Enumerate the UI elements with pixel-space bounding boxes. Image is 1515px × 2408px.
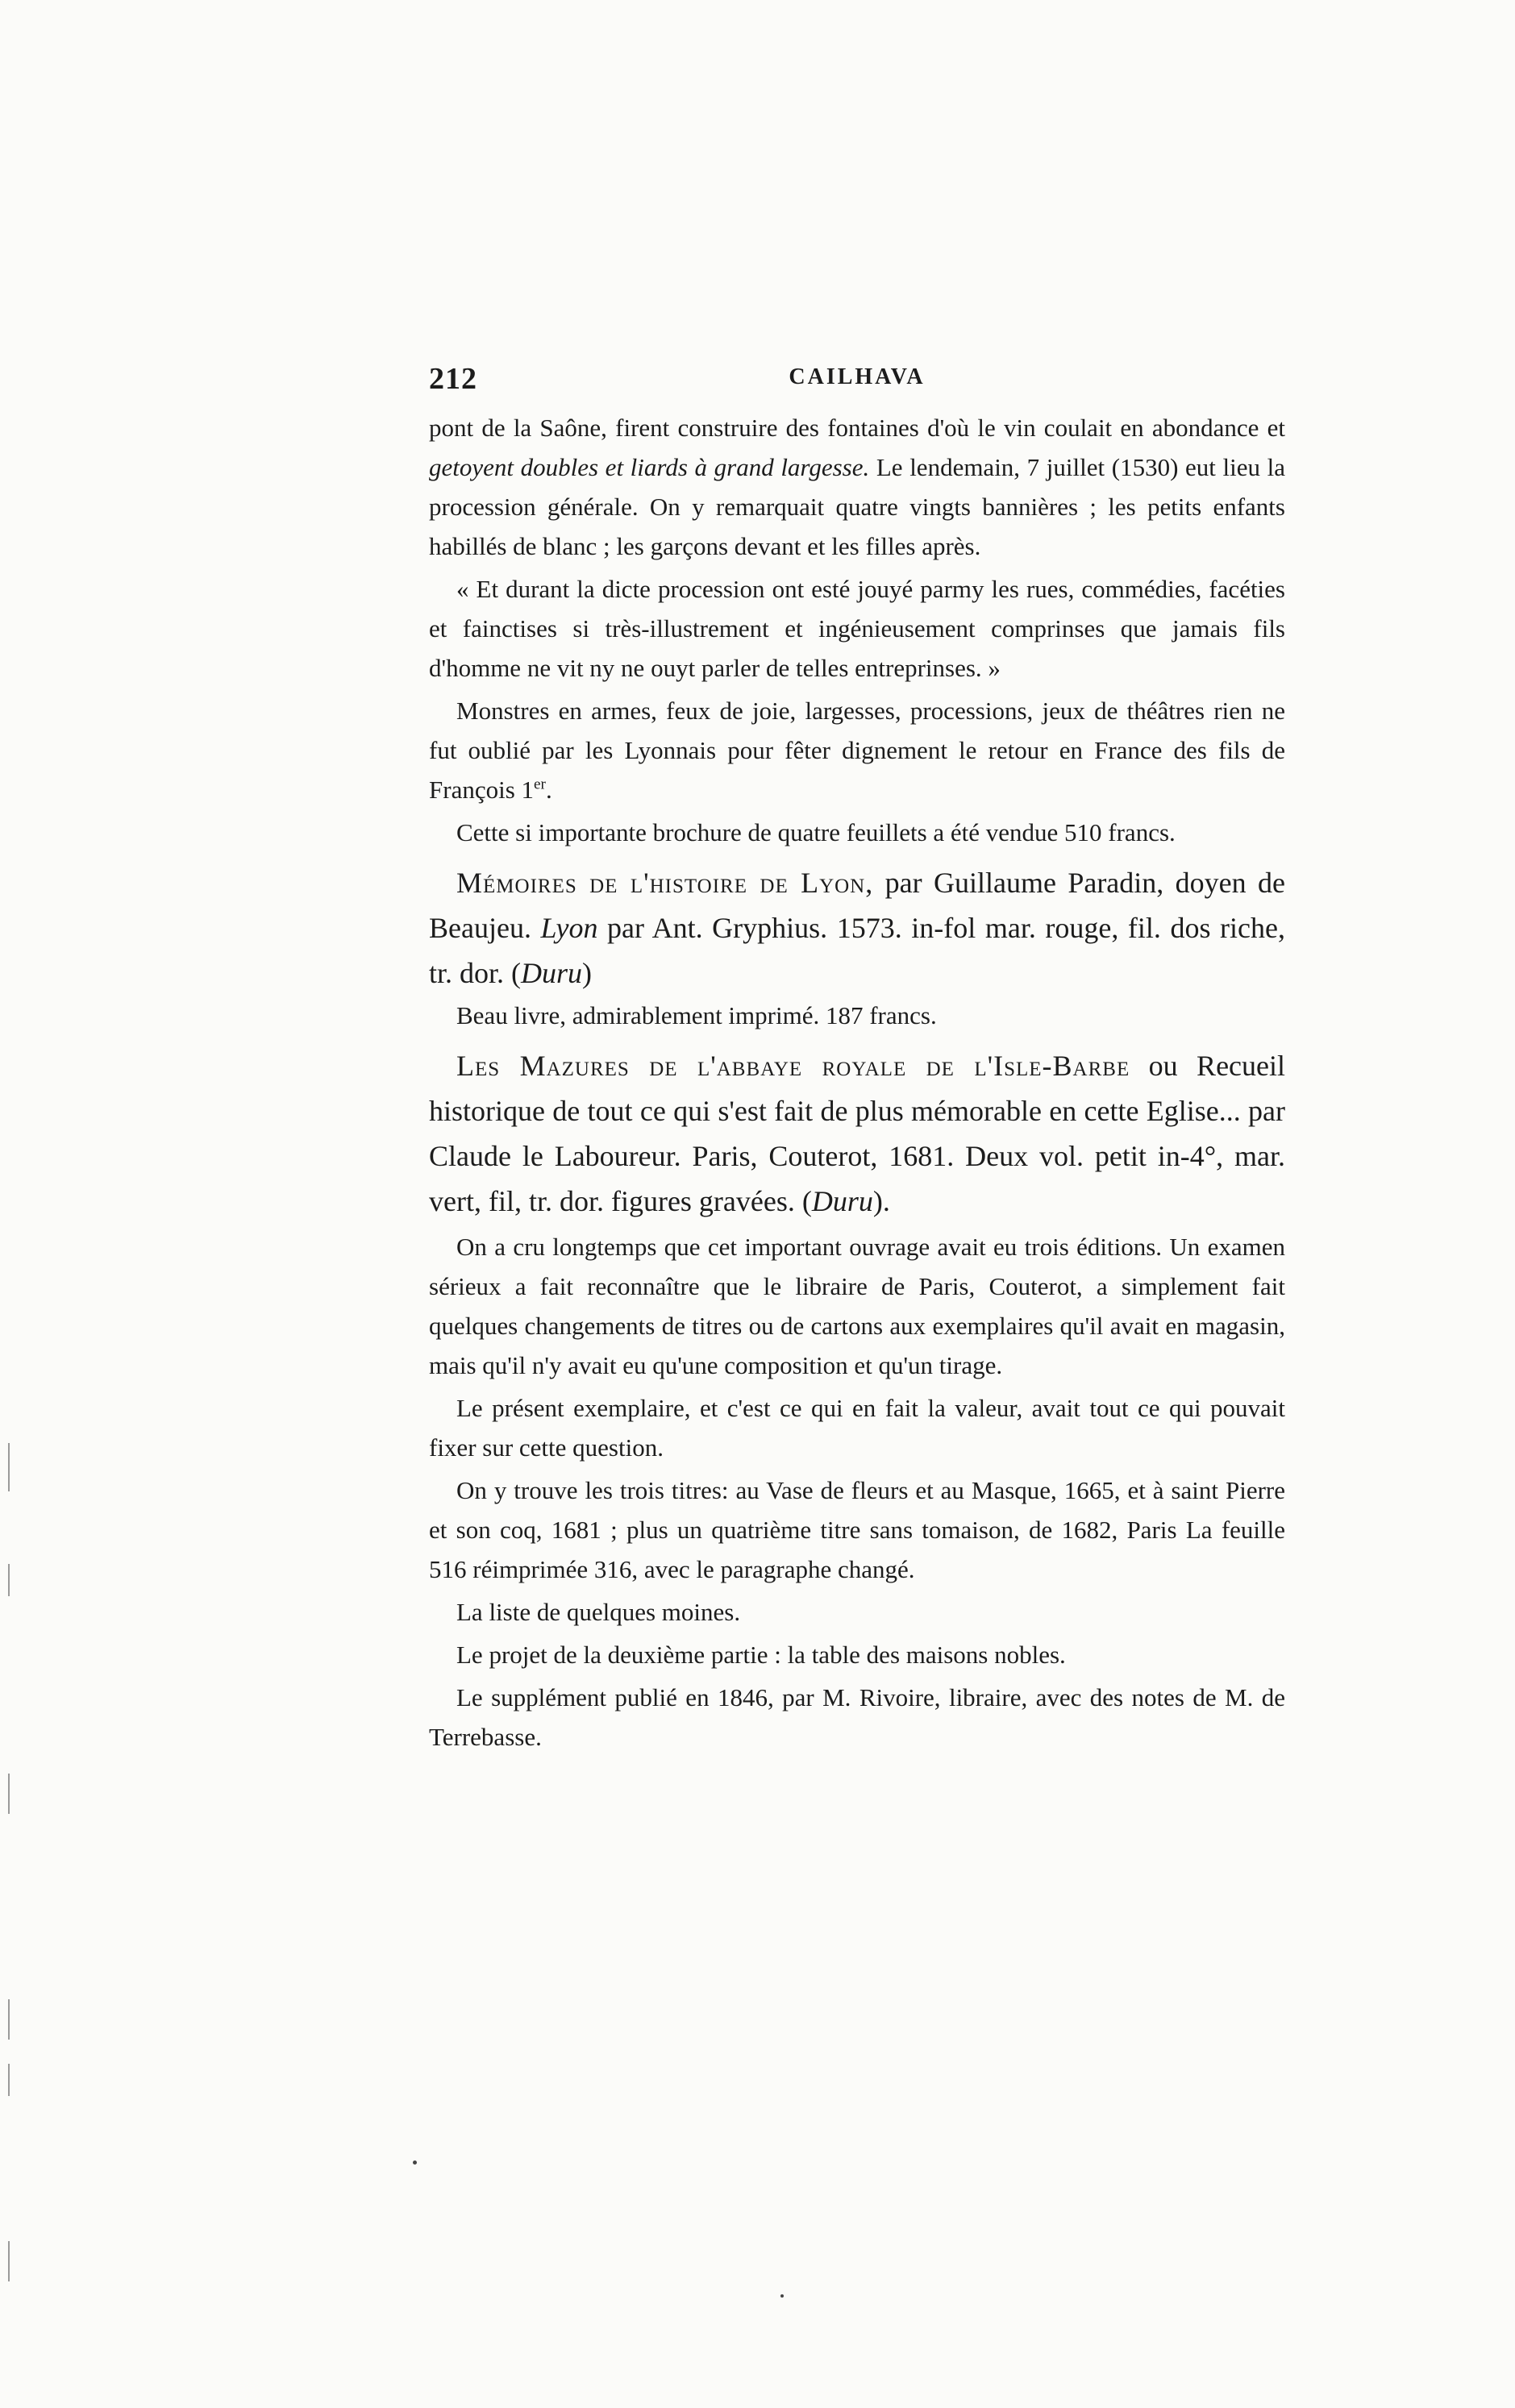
scan-speck bbox=[413, 2161, 417, 2165]
scan-speck bbox=[780, 2294, 784, 2298]
running-head: CAILHAVA bbox=[789, 364, 926, 389]
catalog-entry-mazures: Les Mazures de l'abbaye royale de l'Isle-Barbe ou Recueil historique de tout ce qui s'est fait de plus mémorable en cette Eglise... par Claude le Laboureur. Paris, Couterot, 1681. Deux vol. petit in-4°, mar. vert, fil, tr. dor. figures gravées. (Duru). bbox=[429, 1050, 1286, 1217]
paragraph-project: Le projet de la deuxième partie : la table des maisons nobles. bbox=[456, 1641, 1066, 1669]
scan-margin-mark bbox=[8, 1564, 10, 1596]
scan-margin-mark bbox=[8, 1443, 10, 1491]
italic-quote: getoyent doubles et liards à grand largesse. bbox=[429, 453, 870, 481]
scan-margin-mark bbox=[8, 2241, 10, 2281]
entry-binder: Duru bbox=[811, 1185, 873, 1217]
paragraph-price: Cette si importante brochure de quatre feuillets a été vendue 510 francs. bbox=[456, 818, 1176, 846]
scan-margin-mark bbox=[8, 1774, 10, 1814]
page-header bbox=[429, 361, 1285, 401]
paragraph-editions: On a cru longtemps que cet important ouvrage avait eu trois éditions. Un examen sérieux a fait reconnaître que le libraire de Paris, Couterot, a simplement fait quelques changements de titres ou de cartons aux exemplaires qu'il avait en magasin, mais qu'il n'y avait eu qu'une composition et qu'un tirage. bbox=[429, 1233, 1285, 1379]
paragraph-supplement: Le supplément publié en 1846, par M. Rivoire, libraire, avec des notes de M. de Terrebasse. bbox=[429, 1683, 1285, 1751]
entry-binder: Duru bbox=[521, 957, 583, 989]
entry-title: Les Mazures de l'abbaye royale de l'Isle-Barbe bbox=[456, 1050, 1130, 1082]
paragraph-entry-note: Beau livre, admirablement imprimé. 187 francs. bbox=[456, 1001, 937, 1029]
paragraph-monks: La liste de quelques moines. bbox=[456, 1598, 741, 1626]
superscript: er bbox=[534, 776, 546, 793]
scan-margin-mark bbox=[8, 2064, 10, 2096]
paragraph-quotation: « Et durant la dicte procession ont esté jouyé parmy les rues, commédies, facéties et fainctises si très-illustrement et ingénieusement comprinses que jamais fils d'homme ne vit ny ne ouyt parler de telles entreprinses. » bbox=[429, 575, 1285, 682]
page-body bbox=[429, 408, 1285, 1757]
page-number: 212 bbox=[429, 362, 477, 396]
catalog-entry-memoires: Mémoires de l'histoire de Lyon, par Guillaume Paradin, doyen de Beaujeu. Lyon par Ant. Gryphius. 1573. in-fol mar. rouge, fil. dos riche, tr. dor. (Duru) bbox=[429, 867, 1286, 989]
paragraph-festivities: Monstres en armes, feux de joie, largesses, processions, jeux de théâtres rien ne fut oublié par les Lyonnais pour fêter dignement le retour en France des fils de François 1er. bbox=[429, 697, 1285, 804]
entry-title: Mémoires de l'histoire de Lyon, bbox=[456, 867, 874, 899]
paragraph-copy-value: Le présent exemplaire, et c'est ce qui en fait la valeur, avait tout ce qui pouvait fixer sur cette question. bbox=[429, 1394, 1285, 1462]
scan-margin-mark bbox=[8, 1999, 10, 2040]
entry-place: Lyon bbox=[540, 912, 598, 944]
paragraph-titles: On y trouve les trois titres: au Vase de fleurs et au Masque, 1665, et à saint Pierre et son coq, 1681 ; plus un quatrième titre sans tomaison, de 1682, Paris La feuille 516 réimprimée 316, avec le paragraphe changé. bbox=[429, 1476, 1285, 1583]
paragraph-continuation: pont de la Saône, firent construire des fontaines d'où le vin coulait en abondance et getoyent doubles et liards à grand largesse. Le lendemain, 7 juillet (1530) eut lieu la procession générale. On y remarquait quatre vingts bannières ; les petits enfants habillés de blanc ; les garçons devant et les filles après. bbox=[429, 414, 1285, 560]
